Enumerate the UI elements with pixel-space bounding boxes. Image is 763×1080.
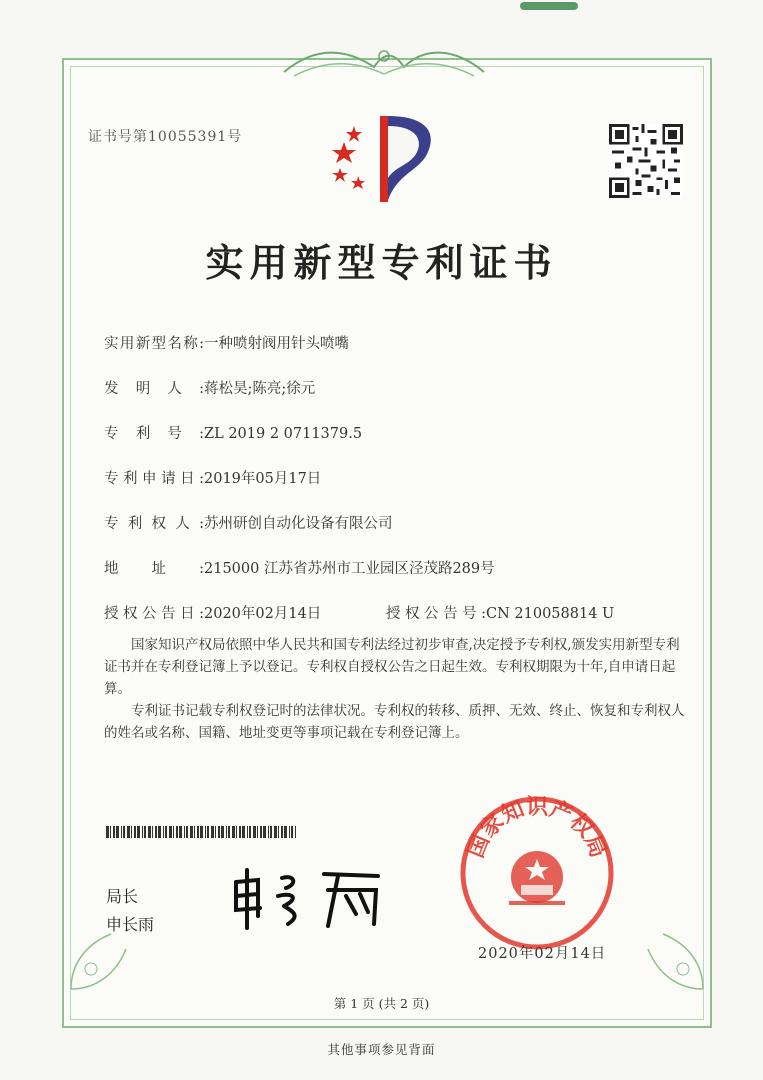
ornament-corner-right	[638, 924, 708, 994]
field-label: 专利权人:	[104, 516, 204, 532]
field-value: 215000 江苏省苏州市工业园区泾茂路289号	[204, 561, 495, 577]
official-seal	[457, 793, 617, 953]
scrollbar[interactable]	[520, 2, 578, 10]
field-grant-announcement-number	[386, 602, 614, 623]
ornament-top	[274, 42, 494, 84]
seal-date: 2020年02月14日	[478, 946, 607, 962]
patent-office-logo	[330, 112, 440, 204]
field-patent-number	[104, 422, 362, 443]
field-label: 授权公告日:	[104, 606, 204, 622]
qr-code	[609, 124, 683, 198]
field-label: 授权公告号:	[386, 606, 486, 622]
field-value: 蒋松昊;陈亮;徐元	[204, 381, 316, 397]
field-label: 发明人:	[104, 381, 204, 397]
field-utility-model-name	[104, 332, 349, 353]
seal-text: 国家知识产权局	[463, 795, 611, 862]
field-value: CN 210058814 U	[486, 606, 615, 622]
field-inventor	[104, 377, 315, 398]
legal-status-paragraph: 专利证书记载专利权登记时的法律状况。专利权的转移、质押、无效、终止、恢复和专利权人的姓名或名称、国籍、地址变更等事项记载在专利登记簿上。	[104, 703, 685, 741]
field-label: 专利申请日:	[104, 471, 204, 487]
field-value: 苏州研创自动化设备有限公司	[204, 516, 393, 532]
field-label: 地址:	[104, 561, 204, 577]
back-note: 其他事项参见背面	[327, 1042, 436, 1057]
certificate-number: 证书号第10055391号	[88, 129, 243, 145]
director-signature	[228, 866, 388, 930]
field-value: 2019年05月17日	[204, 471, 322, 487]
field-address	[104, 557, 495, 578]
field-value: ZL 2019 2 0711379.5	[204, 426, 363, 442]
field-application-date	[104, 467, 321, 488]
certificate-title: 实用新型专利证书	[205, 240, 558, 285]
field-value: 一种喷射阀用针头喷嘴	[204, 336, 349, 352]
director-title: 局长	[106, 887, 139, 906]
field-label: 专利号:	[104, 426, 204, 442]
field-patentee	[104, 512, 393, 533]
field-grant-announcement-date	[104, 602, 321, 623]
page-info: 第 1 页 (共 2 页)	[333, 996, 430, 1011]
director-name: 申长雨	[106, 915, 155, 934]
field-label: 实用新型名称:	[104, 336, 204, 352]
field-value: 2020年02月14日	[204, 606, 322, 622]
grant-statement-paragraph: 国家知识产权局依照中华人民共和国专利法经过初步审查,决定授予专利权,颁发实用新型专利证书并在专利登记簿上予以登记。专利权自授权公告之日起生效。专利权期限为十年,自申请日起算。	[104, 637, 680, 697]
barcode	[106, 826, 296, 838]
